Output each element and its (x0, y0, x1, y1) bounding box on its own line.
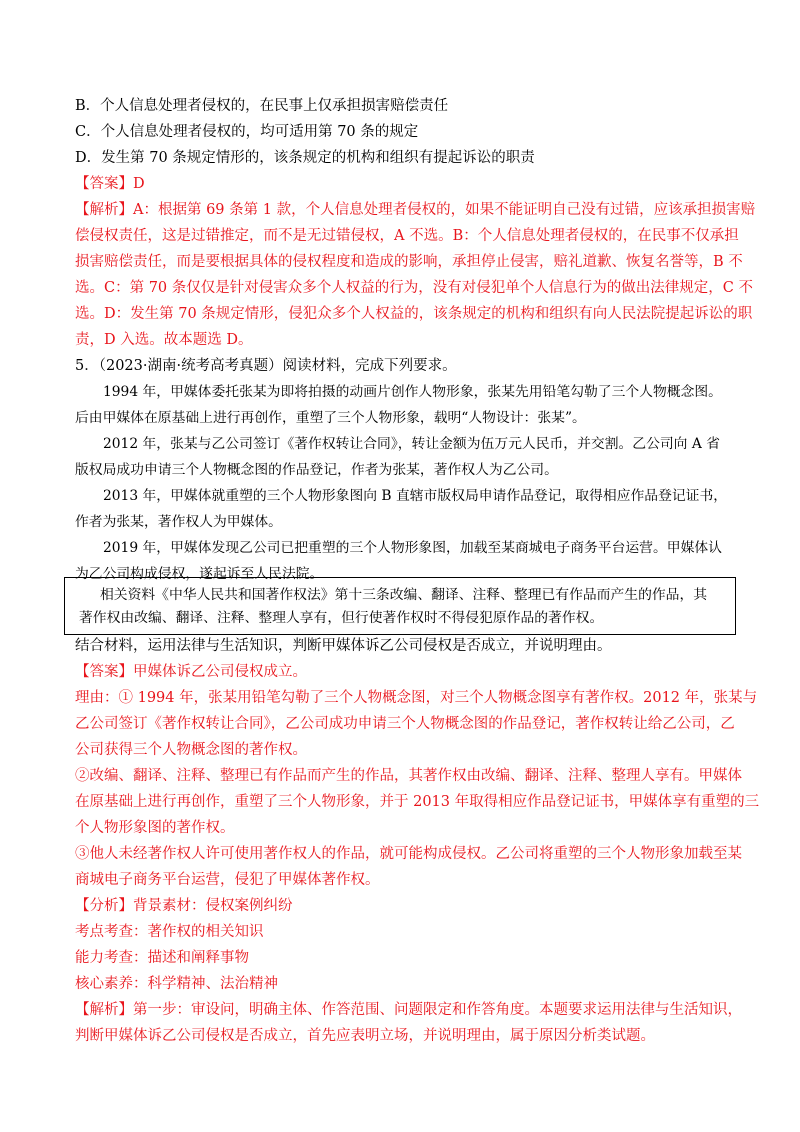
reference-box (64, 577, 736, 635)
q5-material-line: 1994 年，甲媒体委托张某为即将拍摄的动画片创作人物形象，张某先用铅笔勾勒了三个人物概念图。 (103, 384, 722, 400)
q5-reason-line: 公司获得三个人物概念图的著作权。 (75, 742, 307, 758)
q5-analysis-meta-line: 能力考查：描述和阐释事物 (75, 950, 249, 966)
q4-analysis-line: 偿侵权责任，这是过错推定，而不是无过错侵权，A 不选。B：个人信息处理者侵权的，在民事不仅承担 (75, 228, 739, 244)
q5-analysis-line: 判断甲媒体诉乙公司侵权是否成立，首先应表明立场，并说明理由，属于原因分析类试题。 (75, 1028, 655, 1044)
q4-analysis-line: 责，D 入选。故本题选 D。 (75, 332, 253, 348)
option-c: C．个人信息处理者侵权的，均可适用第 70 条的规定 (75, 124, 419, 140)
q5-analysis-meta-line: 【分析】背景素材：侵权案例纠纷 (75, 898, 293, 914)
reference-box-line: 著作权由改编、翻译、注释、整理人享有，但行使著作权时不得侵犯原作品的著作权。 (79, 610, 604, 626)
option-b: B．个人信息处理者侵权的，在民事上仅承担损害赔偿责任 (75, 98, 449, 114)
q5-reason-line: ②改编、翻译、注释、整理已有作品而产生的作品，其著作权由改编、翻译、注释、整理人享有。甲媒体 (75, 768, 742, 784)
q5-reason-line: ③他人未经著作权人许可使用著作权人的作品，就可能构成侵权。乙公司将重塑的三个人物形象加载至某 (75, 846, 742, 862)
q5-material-line: 版权局成功申请三个人物概念图的作品登记，作者为张某，著作权人为乙公司。 (75, 462, 558, 478)
q5-question: 结合材料，运用法律与生活知识，判断甲媒体诉乙公司侵权是否成立，并说明理由。 (75, 638, 612, 654)
q5-material-line: 为乙公司构成侵权，遂起诉至人民法院。 (75, 566, 324, 582)
q4-analysis-line: 选。D：发生第 70 条规定情形，侵犯众多个人权益的，该条规定的机构和组织有向人民法院提起诉讼的职 (75, 306, 753, 322)
q4-answer: 【答案】D (75, 176, 145, 192)
q5-analysis-meta-line: 核心素养：科学精神、法治精神 (75, 976, 278, 992)
q5-reason-line: 个人物形象图的著作权。 (75, 820, 235, 836)
option-d: D．发生第 70 条规定情形的，该条规定的机构和组织有提起诉讼的职责 (75, 150, 535, 166)
q5-material-line: 作者为张某，著作权人为甲媒体。 (75, 514, 282, 530)
reference-box-line: 相关资料《中华人民共和国著作权法》第十三条改编、翻译、注释、整理已有作品而产生的作品，其 (100, 587, 708, 603)
q5-reason-line: 乙公司签订《著作权转让合同》，乙公司成功申请三个人物概念图的作品登记，著作权转让给乙公司，乙 (75, 716, 735, 732)
q5-reason-line: 在原基础上进行再创作，重塑了三个人物形象，并于 2013 年取得相应作品登记证书，甲媒体享有重塑的三 (75, 794, 760, 810)
q5-material-line: 后由甲媒体在原基础上进行再创作，重塑了三个人物形象，载明“人物设计：张某”。 (75, 410, 586, 426)
q5-analysis-meta-line: 考点考查：著作权的相关知识 (75, 924, 264, 940)
q4-analysis-line: 【解析】A：根据第 69 条第 1 款，个人信息处理者侵权的，如果不能证明自己没有过错，应该承担损害赔 (75, 202, 756, 218)
q5-reason-line: 商城电子商务平台运营，侵犯了甲媒体著作权。 (75, 872, 380, 888)
q5-answer: 【答案】甲媒体诉乙公司侵权成立。 (75, 664, 307, 680)
q5-material-line: 2019 年，甲媒体发现乙公司已把重塑的三个人物形象图，加载至某商城电子商务平台运营。甲媒体认 (103, 540, 722, 556)
q5-reason-line: 理由：① 1994 年，张某用铅笔勾勒了三个人物概念图，对三个人物概念图享有著作权。2012 年，张某与 (75, 690, 758, 706)
q5-material-line: 2013 年，甲媒体就重塑的三个人物形象图向 B 直辖市版权局申请作品登记，取得相应作品登记证书， (103, 488, 728, 504)
q5-stem: 5．（2023·湖南·统考高考真题）阅读材料，完成下列要求。 (75, 358, 457, 374)
q5-material-line: 2012 年，张某与乙公司签订《著作权转让合同》，转让金额为伍万元人民币，并交割。乙公司向 A 省 (103, 436, 721, 452)
q4-analysis-line: 选。C：第 70 条仅仅是针对侵害众多个人权益的行为，没有对侵犯单个人信息行为的做出法律规定，C 不 (75, 280, 753, 296)
q5-analysis-line: 【解析】第一步：审设问，明确主体、作答范围、问题限定和作答角度。本题要求运用法律与生活知识， (75, 1002, 742, 1018)
q4-analysis-line: 损害赔偿责任，而是要根据具体的侵权程度和造成的影响，承担停止侵害，赔礼道歉、恢复名誉等，B 不 (75, 254, 743, 270)
